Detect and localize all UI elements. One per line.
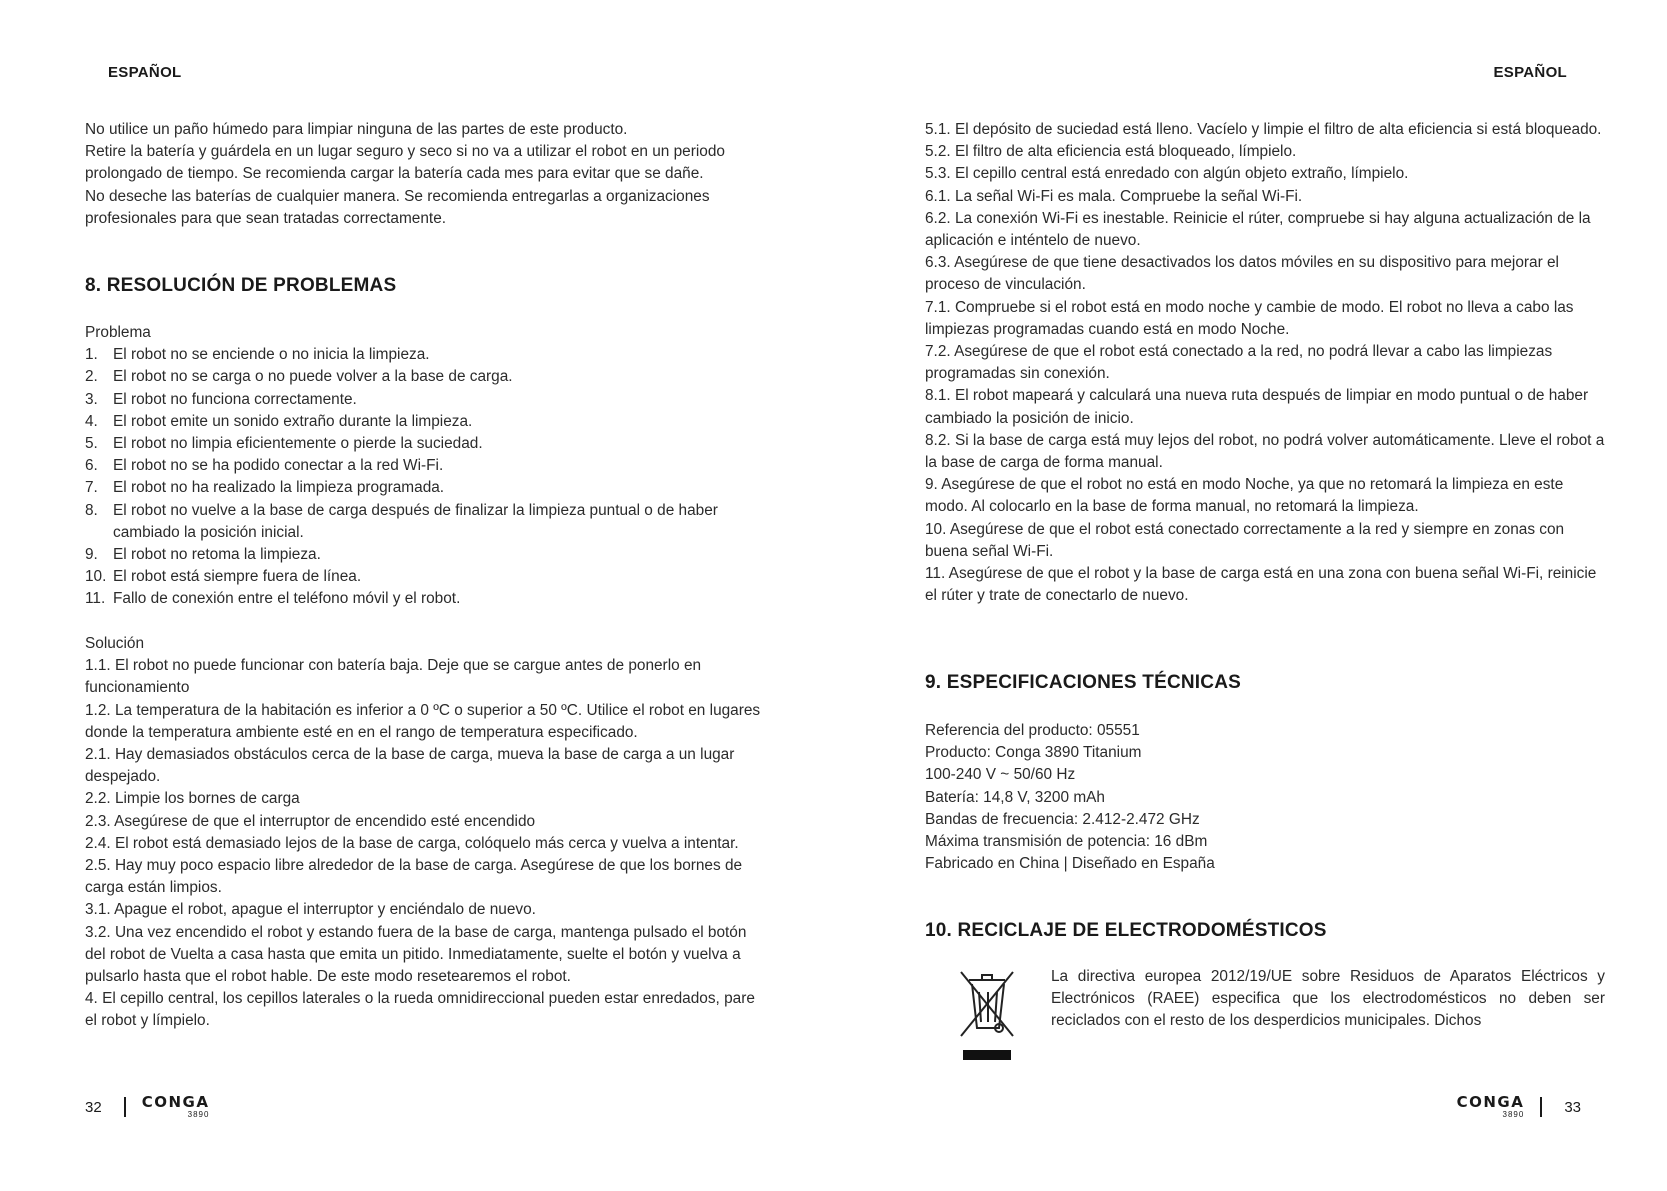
solution-item: 2.4. El robot está demasiado lejos de la base de carga, colóquelo más cerca y vuelva a intentar. [85,834,739,852]
solution-item: 1.1. El robot no puede funcionar con batería baja. Deje que se cargue antes de ponerlo en funcionamiento [85,657,702,697]
solution-item: 11. Asegúrese de que el robot y la base de carga está en una zona con buena señal Wi-Fi, reinicie el rúter y trate de conectarlo de nuevo. [925,565,1597,605]
problem-label: Problema [85,324,151,341]
solution-item: 5.3. El cepillo central está enredado con algún objeto extraño, límpielo. [925,165,1409,183]
list-item: 8. El robot no vuelve a la base de carga después de finalizar la limpieza puntual o de haber cambiado la posición inicial. [85,501,718,541]
solution-item: 2.1. Hay demasiados obstáculos cerca de la base de carga, mueva la base de carga a un lugar despejado. [85,746,735,786]
list-item: 2. El robot no se carga o no puede volver a la base de carga. [85,368,513,386]
language-header: ESPAÑOL [108,64,182,81]
solution-block [85,633,761,1033]
list-item: 6. El robot no se ha podido conectar a la red Wi-Fi. [85,457,444,475]
page-footer [85,1095,209,1119]
solution-item: 3.1. Apague el robot, apague el interruptor y enciéndalo de nuevo. [85,901,536,919]
solution-item: 5.2. El filtro de alta eficiencia está bloqueado, límpielo. [925,143,1297,161]
solution-item: 3.2. Una vez encendido el robot y estando fuera de la base de carga, mantenga pulsado el botón del robot de Vuelta a casa hasta que emita un pitido. Inmediatamente, suelte el botón y vuelva a pulsarlo hasta que el robot hable. De este modo resetearemos el robot. [85,923,747,986]
solution-item: 8.1. El robot mapeará y calculará una nueva ruta después de limpiar en modo puntual o de haber cambiado la posición de inicio. [925,387,1589,427]
solution-label: Solución [85,635,145,652]
section-9 [925,672,1605,694]
list-item: 11. Fallo de conexión entre el teléfono móvil y el robot. [85,590,461,608]
solution-item: 4. El cepillo central, los cepillos laterales o la rueda omnidireccional pueden estar enredados, pare el robot y límpielo. [85,990,755,1030]
list-item: 5. El robot no limpia eficientemente o pierde la suciedad. [85,435,483,453]
solution-item: 8.2. Si la base de carga está muy lejos del robot, no podrá volver automáticamente. Lleve el robot a la base de carga de forma manual. [925,431,1605,472]
recycling-block [925,966,1605,1071]
solution-item: 2.5. Hay muy poco espacio libre alrededor de la base de carga. Asegúrese de que los bornes de carga están limpios. [85,857,743,897]
spec-line: Máxima transmisión de potencia: 16 dBm [925,833,1208,851]
footer-divider [1540,1097,1542,1117]
section-8 [85,275,761,297]
solution-item: 6.2. La conexión Wi-Fi es inestable. Reinicie el rúter, compruebe si hay alguna actualización de la aplicación e inténtelo de nuevo. [925,209,1591,250]
spec-line: Fabricado en China | Diseñado en España [925,855,1215,873]
list-item: 3. El robot no funciona correctamente. [85,390,357,408]
problem-list [85,344,761,610]
solution-item: 6.3. Asegúrese de que tiene desactivados los datos móviles en su dispositivo para mejorar el proceso de vinculación. [925,254,1559,294]
solution-item: 2.2. Limpie los bornes de carga [85,790,300,808]
solution-item: 7.1. Compruebe si el robot está en modo noche y cambie de modo. El robot no lleva a cabo las limpiezas programadas cuando está en modo Noche. [925,298,1574,338]
page-number: 33 [1564,1098,1581,1116]
section-10 [925,920,1605,942]
solution-item: 1.2. La temperatura de la habitación es inferior a 0 ºC o superior a 50 ºC. Utilice el robot en lugares donde la temperatura ambiente esté en en el rango de temperatura especificado. [85,701,761,741]
list-item: 9. El robot no retoma la limpieza. [85,546,321,564]
solution-item: 7.2. Asegúrese de que el robot está conectado a la red, no podrá llevar a cabo las limpiezas programadas sin conexión. [925,343,1553,383]
language-header: ESPAÑOL [1493,64,1567,81]
spec-line: Referencia del producto: 05551 [925,722,1140,739]
conga-logo: CONGA 3890 [1456,1093,1525,1119]
intro-paragraph: No utilice un paño húmedo para limpiar ninguna de las partes de este producto. [85,121,628,138]
list-item: 4. El robot emite un sonido extraño durante la limpieza. [85,412,473,430]
recycling-paragraph: La directiva europea 2012/19/UE sobre Residuos de Aparatos Eléctricos y Electrónicos (RAEE) especifica que los electrodomésticos no deben ser reciclados con el resto de los desperdicios municipales. Dichos [1051,968,1605,1030]
left-page [0,0,833,1191]
footer-divider [124,1097,126,1117]
section-title: 10. RECICLAJE DE ELECTRODOMÉSTICOS [925,920,1327,941]
solution-item: 6.1. La señal Wi-Fi es mala. Compruebe la señal Wi-Fi. [925,187,1303,205]
list-item: 10. El robot está siempre fuera de línea. [85,568,362,586]
intro-paragraph: No deseche las baterías de cualquier manera. Se recomienda entregarlas a organizaciones profesionales para que sean tratadas correctamente. [85,187,710,227]
right-page [833,0,1667,1191]
problem-block [85,322,761,611]
spec-line: Producto: Conga 3890 Titanium [925,744,1142,762]
crossed-bin-icon [925,966,1051,1071]
solution-item: 5.1. El depósito de suciedad está lleno. Vacíelo y limpie el filtro de alta eficiencia si está bloqueado. [925,121,1602,138]
spec-line: Batería: 14,8 V, 3200 mAh [925,788,1105,806]
solution-item: 10. Asegúrese de que el robot está conectado correctamente a la red y siempre en zonas con buena señal Wi-Fi. [925,520,1565,560]
page-footer [1457,1095,1581,1119]
intro-paragraph: Retire la batería y guárdela en un lugar seguro y seco si no va a utilizar el robot en un periodo prolongado de tiempo. Se recomienda cargar la batería cada mes para evitar que se dañe. [85,143,725,183]
spec-line: Bandas de frecuencia: 2.412-2.472 GHz [925,810,1200,828]
page-number: 32 [85,1098,102,1116]
specs-block [925,720,1605,875]
solution-item: 2.3. Asegúrese de que el interruptor de encendido esté encendido [85,812,536,830]
section-title: 9. ESPECIFICACIONES TÉCNICAS [925,672,1241,693]
section-title: 8. RESOLUCIÓN DE PROBLEMAS [85,275,397,296]
solution-continued-block [925,119,1605,607]
list-item: 1. El robot no se enciende o no inicia la limpieza. [85,346,430,364]
intro-block [85,119,761,230]
solution-item: 9. Asegúrese de que el robot no está en modo Noche, ya que no retomará la limpieza en este modo. Al colocarlo en la base de forma manual, no retomará la limpieza. [925,476,1564,516]
spec-line: 100-240 V ~ 50/60 Hz [925,766,1076,784]
list-item: 7. El robot no ha realizado la limpieza programada. [85,479,445,497]
conga-logo: CONGA 3890 [141,1093,210,1119]
